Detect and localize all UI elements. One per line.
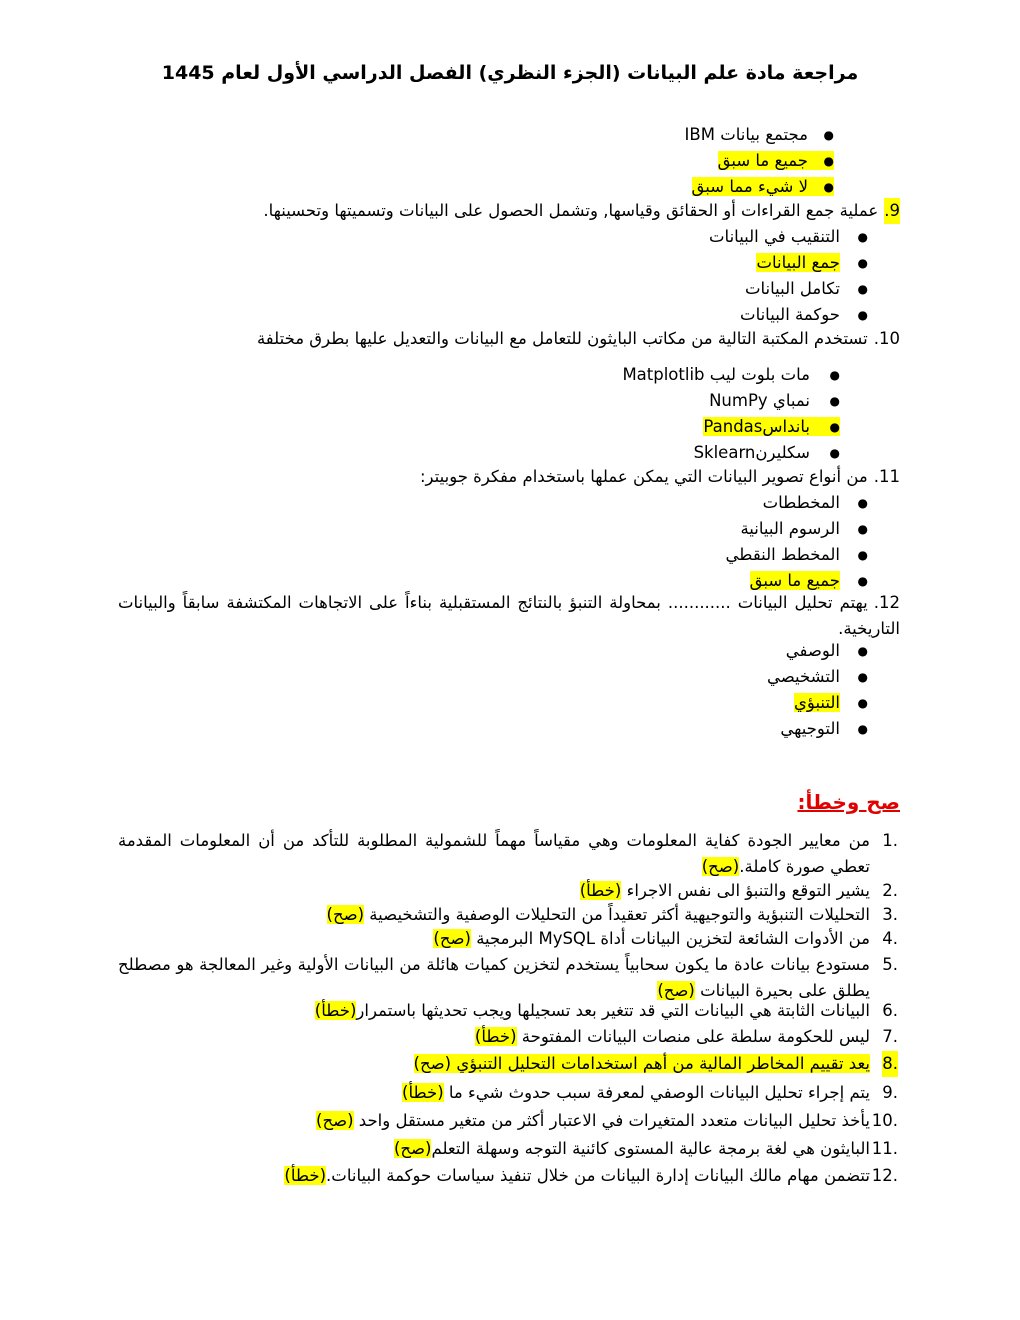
- bullet-icon: ●: [857, 282, 868, 296]
- option-text: مجتمع بيانات IBM: [684, 125, 808, 144]
- question-text: يهتم تحليل البيانات ............ بمحاولة التنبؤ بالنتائج المستقبلية بناءاً على الاتجاهات المكتشفة سابقاً والبيانات التاريخية.: [118, 593, 900, 638]
- option-text: مات بلوت ليب Matplotlib: [622, 365, 810, 384]
- tf-item-7: [118, 1024, 898, 1050]
- option-text: الرسوم البيانية: [740, 519, 840, 538]
- option-text: التشخيصي: [766, 667, 840, 686]
- question-number: 11.: [873, 467, 900, 486]
- item-answer: (صح): [433, 929, 471, 948]
- item-answer: (صح): [393, 1139, 432, 1158]
- question-text: عملية جمع القراءات أو الحقائق وقياسها, وتشمل الحصول على البيانات وتسميتها وتحسينها.: [263, 201, 879, 220]
- item-text: من معايير الجودة كفاية المعلومات وهي مقياساً مهماً للشمولية المطلوبة للتأكد من أن المعلومات المقدمة تعطي صورة كاملة.: [118, 831, 870, 876]
- item-number: 12.: [871, 1166, 898, 1185]
- item-answer: (خطأ): [579, 881, 622, 900]
- item-answer: (صح): [657, 981, 695, 1000]
- option-text: التنقيب في البيانات: [709, 227, 840, 246]
- bullet-icon: ●: [857, 308, 868, 322]
- tf-item-10: [118, 1108, 898, 1134]
- tf-item-8: [118, 1051, 898, 1077]
- item-number: 7.: [882, 1027, 898, 1046]
- bullet-icon: ●: [857, 230, 868, 244]
- option-text: حوكمة البيانات: [740, 305, 840, 324]
- question-12: [118, 590, 900, 642]
- item-answer: (صح): [316, 1111, 354, 1130]
- item-number: 9.: [882, 1083, 898, 1102]
- option-text: بانداسPandas: [703, 417, 840, 436]
- bullet-icon: ●: [857, 548, 868, 562]
- q9-option-3: [745, 276, 840, 302]
- option-text: المخطط النقطي: [725, 545, 840, 564]
- q10-option-4: [694, 440, 810, 466]
- bullet-icon: ●: [823, 128, 834, 142]
- page-title: مراجعة مادة علم البيانات (الجزء النظري) الفصل الدراسي الأول لعام 1445: [161, 62, 859, 84]
- tf-item-5: [118, 952, 898, 1004]
- item-number: 4.: [882, 929, 898, 948]
- q11-option-1: [763, 490, 840, 516]
- bullet-icon: ●: [857, 696, 868, 710]
- item-number: 8.: [882, 1051, 898, 1077]
- option-text: تكامل البيانات: [744, 279, 840, 298]
- option-text: لا شيء مما سبق: [692, 177, 834, 196]
- item-answer: (خطأ): [402, 1083, 444, 1102]
- q9-option-4: [740, 302, 840, 328]
- q8-option-1: [685, 122, 808, 148]
- option-text: سكليرنSklearn: [693, 443, 810, 462]
- q10-option-2: [709, 388, 810, 414]
- item-number: 3.: [882, 905, 898, 924]
- tf-item-6: [118, 998, 898, 1024]
- bullet-icon: ●: [857, 574, 868, 588]
- tf-item-9: [118, 1080, 898, 1106]
- tf-item-12: [118, 1163, 898, 1189]
- q10-option-3: [703, 414, 840, 440]
- item-text: يشير التوقع والتنبؤ الى نفس الاجراء: [621, 881, 870, 900]
- item-number: 1.: [882, 831, 898, 850]
- bullet-icon: ●: [857, 256, 868, 270]
- true-false-heading: صح وخطأ:: [797, 790, 900, 814]
- bullet-icon: ●: [823, 180, 834, 194]
- item-text: تتضمن مهام مالك البيانات إدارة البيانات من خلال تنفيذ سياسات حوكمة البيانات.: [326, 1166, 870, 1185]
- option-text: الوصفي: [785, 641, 840, 660]
- item-text: يأخذ تحليل البيانات متعدد المتغيرات في الاعتبار أكثر من متغير مستقل واحد: [353, 1111, 870, 1130]
- bullet-icon: ●: [823, 154, 834, 168]
- option-text: المخططات: [762, 493, 840, 512]
- q9-option-2: [756, 250, 840, 276]
- bullet-icon: ●: [857, 522, 868, 536]
- q12-option-1: [786, 638, 840, 664]
- tf-item-3: [118, 902, 898, 928]
- option-text: جمع البيانات: [756, 253, 840, 272]
- question-number: 9.: [884, 198, 900, 224]
- q9-option-1: [709, 224, 840, 250]
- item-answer: (خطأ): [314, 1001, 357, 1020]
- tf-item-4: [118, 926, 898, 952]
- q12-option-2: [767, 664, 840, 690]
- item-text: مستودع بيانات عادة ما يكون سحابياً يستخدم لتخزين كميات هائلة من البيانات الأولية وغير المعالجة هو مصطلح يطلق على بحيرة البيانات: [118, 955, 870, 1000]
- bullet-icon: ●: [857, 670, 868, 684]
- question-number: 10.: [873, 329, 900, 348]
- item-text: يتم إجراء تحليل البيانات الوصفي لمعرفة سبب حدوث شيء ما: [443, 1083, 870, 1102]
- item-answer: (صح): [326, 905, 365, 924]
- option-text: جميع ما سبق: [718, 151, 834, 170]
- bullet-icon: ●: [857, 644, 868, 658]
- tf-item-2: [118, 878, 898, 904]
- item-answer: (خطأ): [284, 1166, 327, 1185]
- item-number: 5.: [882, 955, 898, 974]
- item-number: 10.: [871, 1111, 898, 1130]
- item-answer: (خطأ): [474, 1027, 517, 1046]
- q12-option-4: [780, 716, 840, 742]
- item-answer: (صح): [413, 1054, 452, 1073]
- bullet-icon: ●: [857, 496, 868, 510]
- question-9: [118, 198, 900, 224]
- item-text: البيانات الثابتة هي البيانات التي قد تتغير بعد تسجيلها ويجب تحديثها باستمرار: [356, 1001, 870, 1020]
- item-answer: (صح): [701, 857, 740, 876]
- item-number: 11.: [871, 1139, 898, 1158]
- item-text: التحليلات التنبؤية والتوجيهية أكثر تعقيداً من التحليلات الوصفية والتشخيصية: [364, 905, 870, 924]
- bullet-icon: ●: [829, 446, 840, 460]
- item-number: 2.: [882, 881, 898, 900]
- question-text: من أنواع تصوير البيانات التي يمكن عملها باستخدام مفكرة جوبيتر:: [420, 467, 868, 486]
- question-number: 12.: [873, 593, 900, 612]
- option-text: التوجيهي: [780, 719, 840, 738]
- bullet-icon: ●: [857, 722, 868, 736]
- q8-option-3: [692, 174, 834, 200]
- item-text: يعد تقييم المخاطر المالية من أهم استخدامات التحليل التنبؤي: [451, 1054, 870, 1073]
- option-text: جميع ما سبق: [749, 571, 840, 590]
- item-text: البايثون هي لغة برمجة عالية المستوى كائنية التوجه وسهلة التعلم: [431, 1139, 870, 1158]
- tf-item-11: [118, 1136, 898, 1162]
- question-10: [118, 326, 900, 352]
- question-text: تستخدم المكتبة التالية من مكاتب البايثون للتعامل مع البيانات والتعديل عليها بطرق مختلفة: [256, 329, 868, 348]
- item-text: ليس للحكومة سلطة على منصات البيانات المفتوحة: [516, 1027, 870, 1046]
- bullet-icon: ●: [829, 420, 840, 434]
- question-11: [118, 464, 900, 490]
- q12-option-3: [794, 690, 840, 716]
- option-text: نمباي NumPy: [709, 391, 810, 410]
- bullet-icon: ●: [829, 368, 840, 382]
- tf-item-1: [118, 828, 898, 880]
- q8-option-2: [718, 148, 834, 174]
- item-number: 6.: [882, 1001, 898, 1020]
- option-text: التنبؤي: [794, 693, 840, 712]
- q10-option-1: [622, 362, 810, 388]
- q11-option-3: [726, 542, 840, 568]
- q11-option-2: [740, 516, 840, 542]
- item-text: من الأدوات الشائعة لتخزين البيانات أداة MySQL البرمجية: [470, 929, 870, 948]
- bullet-icon: ●: [829, 394, 840, 408]
